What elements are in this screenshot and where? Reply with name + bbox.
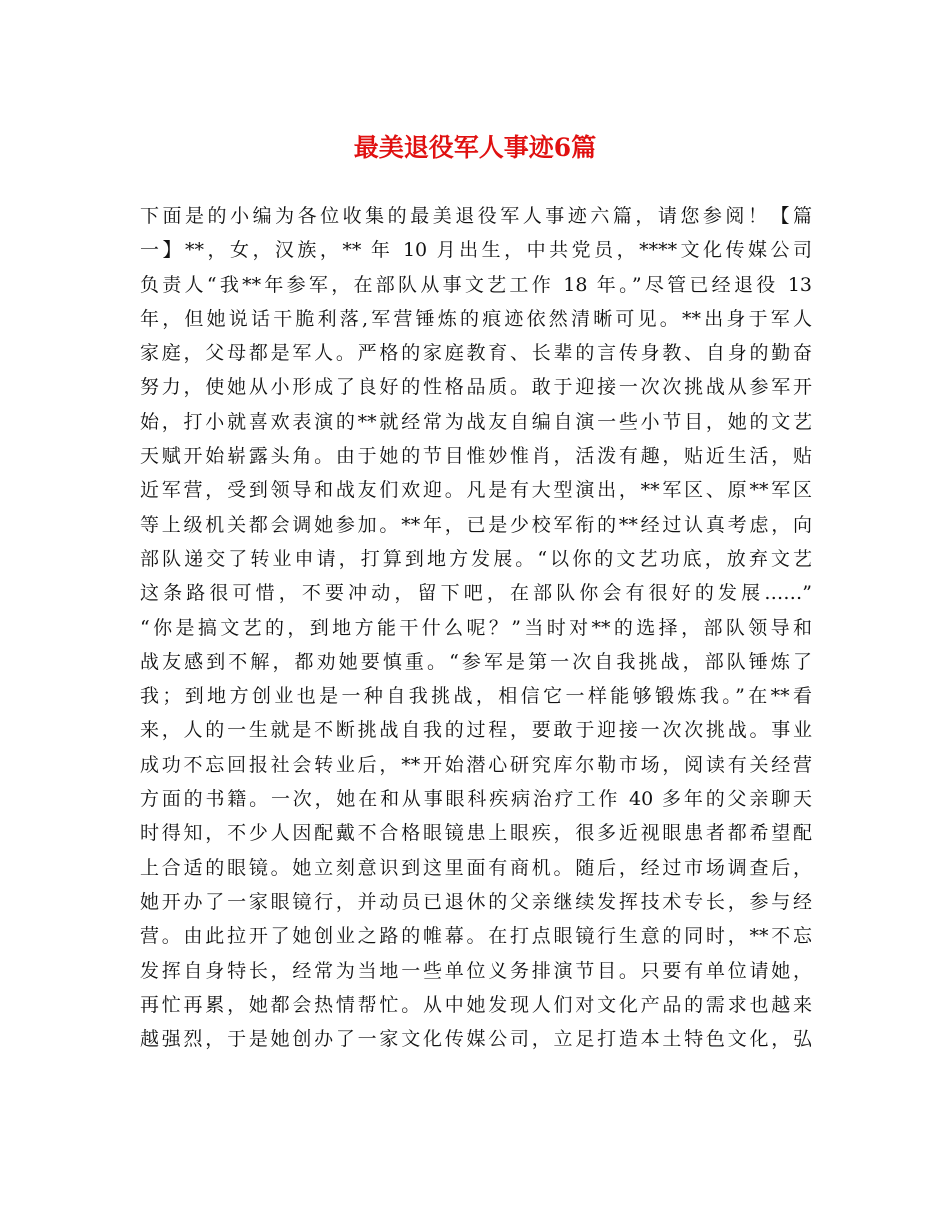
document-title: 最美退役军人事迹6篇: [353, 133, 597, 162]
body-text-line: 下面是的小编为各位收集的最美退役军人事迹六篇，请您参阅！【篇: [140, 205, 812, 227]
body-text-line: 战友感到不解，都劝她要慎重。“参军是第一次自我挑战，部队锤炼了: [140, 650, 812, 673]
body-text-line: 年，但她说话干脆利落,军营锤炼的痕迹依然清晰可见。**出身于军人: [140, 307, 812, 330]
body-text-line: 发挥自身特长，经常为当地一些单位义务排演节目。只要有单位请她，: [140, 959, 812, 982]
body-text-line: 她开办了一家眼镜行，并动员已退休的父亲继续发挥技术专长，参与经: [140, 890, 812, 913]
body-text-line: 营。由此拉开了她创业之路的帷幕。在打点眼镜行生意的同时，**不忘: [140, 925, 812, 948]
document-body: [140, 199, 812, 1056]
body-text-line: 来，人的一生就是不断挑战自我的过程，要敢于迎接一次次挑战。事业: [140, 719, 812, 742]
body-text-line: 上合适的眼镜。她立刻意识到这里面有商机。随后，经过市场调查后，: [140, 856, 812, 879]
body-text-line: 一】**，女，汉族，** 年 10 月出生，中共党员，****文化传媒公司: [140, 239, 812, 262]
body-text-line: 时得知，不少人因配戴不合格眼镜患上眼疾，很多近视眼患者都希望配: [140, 822, 812, 845]
body-text-line: 等上级机关都会调她参加。**年，已是少校军衔的**经过认真考虑，向: [140, 513, 812, 536]
body-text-line: 越强烈，于是她创办了一家文化传媒公司，立足打造本土特色文化，弘: [140, 1028, 812, 1051]
body-text-line: 天赋开始崭露头角。由于她的节目惟妙惟肖，活泼有趣，贴近生活，贴: [140, 445, 812, 468]
body-text-line: 我；到地方创业也是一种自我挑战，相信它一样能够锻炼我。”在**看: [140, 685, 812, 708]
body-text-line: 方面的书籍。一次，她在和从事眼科疾病治疗工作 40 多年的父亲聊天: [140, 788, 812, 811]
body-text-line: “你是搞文艺的，到地方能干什么呢？”当时对**的选择，部队领导和: [140, 616, 812, 639]
body-text-line: 努力，使她从小形成了良好的性格品质。敢于迎接一次次挑战从参军开: [140, 376, 812, 399]
body-text-line: 负责人“我**年参军，在部队从事文艺工作 18 年。”尽管已经退役 13: [140, 273, 812, 296]
body-text-line: 家庭，父母都是军人。严格的家庭教育、长辈的言传身教、自身的勤奋: [140, 342, 812, 365]
body-text-line: 部队递交了转业申请，打算到地方发展。“以你的文艺功底，放弃文艺: [140, 547, 812, 570]
body-text-line: 这条路很可惜，不要冲动，留下吧，在部队你会有很好的发展……”: [140, 582, 812, 605]
body-text-line: 再忙再累，她都会热情帮忙。从中她发现人们对文化产品的需求也越来: [140, 993, 812, 1016]
body-text-line: 始，打小就喜欢表演的**就经常为战友自编自演一些小节目，她的文艺: [140, 410, 812, 433]
body-text-line: 成功不忘回报社会转业后，**开始潜心研究库尔勒市场，阅读有关经营: [140, 753, 812, 776]
body-text-line: 近军营，受到领导和战友们欢迎。凡是有大型演出，**军区、原**军区: [140, 479, 812, 502]
